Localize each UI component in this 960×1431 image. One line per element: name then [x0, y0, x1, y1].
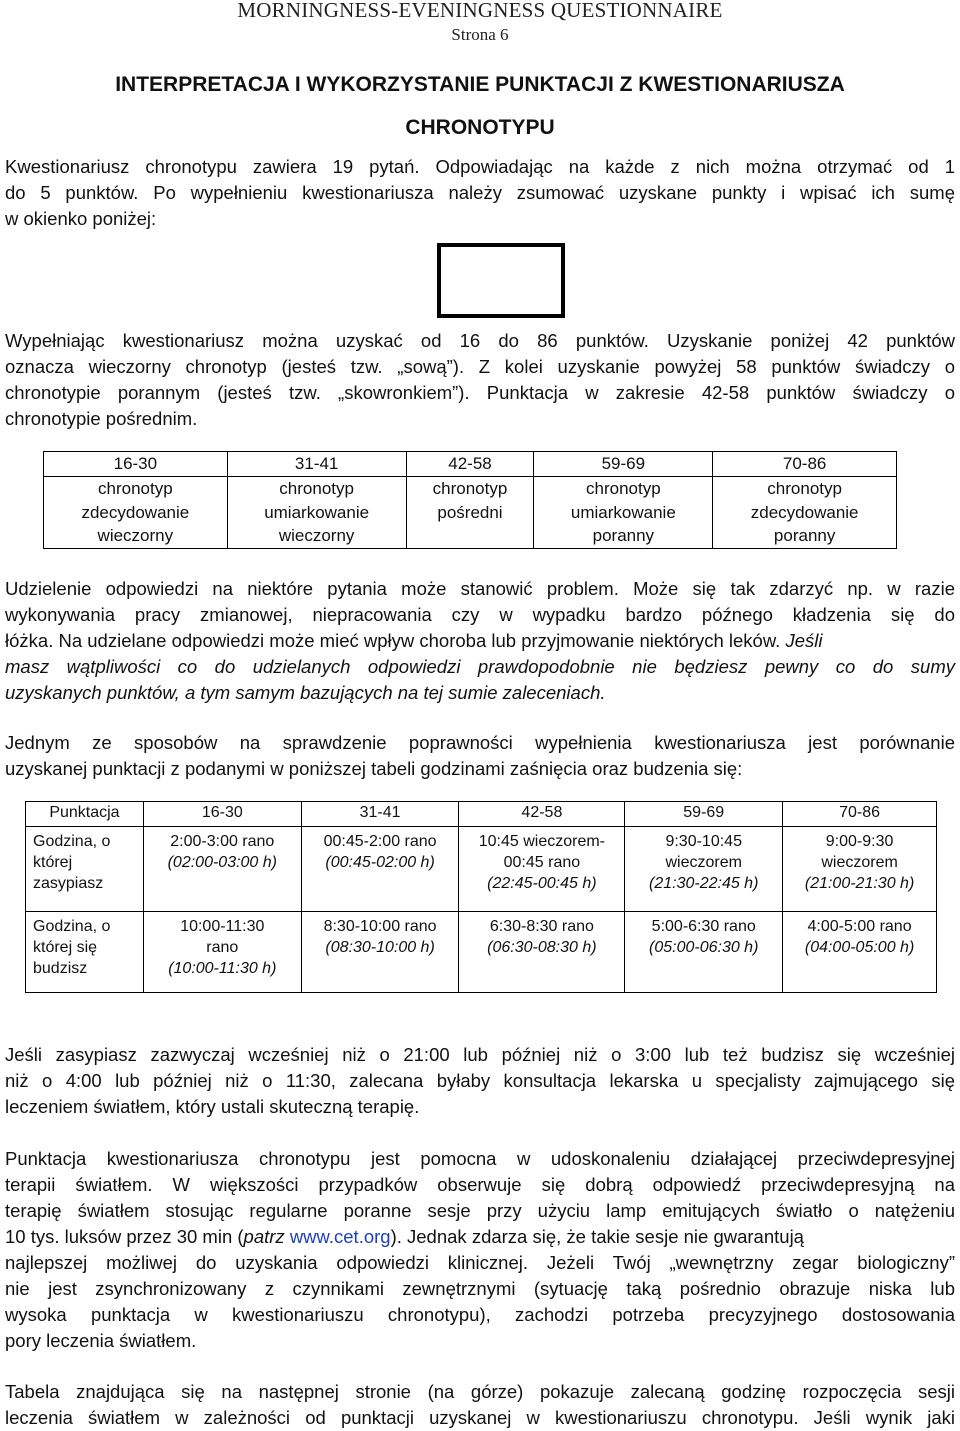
verification-paragraph — [5, 730, 955, 782]
header-title: MORNINGNESS-EVENINGNESS QUESTIONNAIRE — [237, 0, 723, 22]
label-line: zasypiasz — [33, 875, 104, 892]
type-cell — [534, 477, 713, 549]
label-line: budzisz — [33, 960, 88, 977]
time-24h: (08:30-10:00 h) — [325, 939, 435, 956]
chronotype-header-row — [44, 452, 897, 477]
range-cell: 16-30 — [44, 452, 228, 477]
type-cell — [406, 477, 534, 549]
therapy-line: najlepszej możliwej do uzyskania odpowiedzi klinicznej. Jeżeli Twój „wewnętrzny zegar biologiczny” — [5, 1252, 955, 1273]
problems-italic-line — [5, 680, 955, 706]
type-line: chronotyp — [432, 479, 508, 498]
time-line: 10:45 wieczorem- — [478, 833, 606, 850]
time-24h: (06:30-08:30 h) — [487, 939, 597, 956]
range-cell: 70-86 — [783, 802, 937, 827]
wake-row — [26, 912, 937, 993]
therapy-line: terapii światłem. W większości przypadków obserwuje się dobrą odpowiedź przeciwdepresyjną na — [5, 1174, 955, 1195]
label-line: której się — [33, 939, 98, 956]
wake-time-cell — [301, 912, 459, 993]
type-line: chronotyp — [586, 479, 661, 498]
time-line: 4:00-5:00 rano — [807, 918, 912, 935]
chronotype-table — [43, 451, 897, 549]
problems-italic-start: Jeśli — [785, 630, 823, 651]
time-24h: (22:45-00:45 h) — [487, 875, 597, 892]
type-line: zdecydowanie — [81, 502, 190, 522]
sleep-times-table — [25, 801, 937, 993]
intro-line: w okienko poniżej: — [5, 208, 157, 229]
next-page-line: Tabela znajdująca się na następnej stronie (na górze) pokazuje zalecaną godzinę rozpoczęcia sesji — [5, 1381, 955, 1402]
problems-italic-text: masz wątpliwości co do udzielanych odpowiedzi prawdopodobnie nie będziesz pewny co do sumy — [5, 656, 955, 677]
wake-time-cell — [783, 912, 937, 993]
therapy-line: terapię światłem stosując regularne poranne sesje przy użyciu lamp emitujących światło o natężeniu — [5, 1200, 955, 1221]
time-24h: (21:30-22:45 h) — [649, 875, 759, 892]
intro-line: Kwestionariusz chronotypu zawiera 19 pytań. Odpowiadając na każde z nich można otrzymać od 1 — [5, 156, 955, 177]
sleep-label — [26, 827, 144, 912]
time-24h: (00:45-02:00 h) — [325, 854, 435, 871]
time-24h: (05:00-06:30 h) — [649, 939, 759, 956]
next-page-line: leczenia światłem w zależności od punktacji uzyskanej w kwestionariuszu chronotypu. Jeśli wynik jaki — [5, 1407, 955, 1428]
section-subtitle: CHRONOTYPU — [405, 116, 555, 139]
therapy-line: pory leczenia światłem. — [5, 1330, 197, 1351]
time-24h: (10:00-11:30 h) — [168, 960, 277, 977]
next-page-paragraph — [5, 1379, 955, 1431]
time-line: 10:00-11:30 — [180, 918, 265, 935]
sleep-time-cell — [783, 827, 937, 912]
consultation-paragraph — [5, 1042, 955, 1120]
range-cell: 70-86 — [713, 452, 897, 477]
score-input-box[interactable] — [437, 243, 565, 318]
problems-line — [5, 628, 955, 654]
interpretation-line: Wypełniając kwestionariusz można uzyskać od 16 do 86 punktów. Uzyskanie poniżej 42 punktów — [5, 330, 955, 351]
therapy-line: wysoka punktacja w kwestionariuszu chronotypu), zachodzi potrzeba precyzyjnego dostosowania — [5, 1304, 955, 1325]
sleep-time-cell — [143, 827, 301, 912]
therapy-text: ). Jednak zdarza się, że takie sesje nie gwarantują — [390, 1226, 804, 1247]
wake-time-cell — [143, 912, 301, 993]
therapy-line: nie jest zsynchronizowany z czynnikami zewnętrznymi (sytuację taką pośrednio obrazuje niska lub — [5, 1278, 955, 1299]
time-line: 9:00-9:30 — [825, 833, 894, 850]
interpretation-line: chronotypie pośrednim. — [5, 408, 198, 429]
wake-time-cell — [625, 912, 783, 993]
wake-time-cell — [459, 912, 625, 993]
therapy-line: Punktacja kwestionariusza chronotypu jest pomocna w udoskonaleniu działającej przeciwdepresyjnej — [5, 1148, 955, 1169]
label-line: której — [33, 854, 73, 871]
sleep-time-cell — [301, 827, 459, 912]
type-cell — [713, 477, 897, 549]
therapy-line — [5, 1224, 955, 1250]
type-line: wieczorny — [278, 526, 355, 545]
chronotype-type-row — [44, 477, 897, 549]
type-line: umiarkowanie — [570, 502, 676, 522]
type-line: chronotyp — [767, 479, 842, 498]
time-line: 5:00-6:30 rano — [651, 918, 756, 935]
interpretation-line: chronotypie porannym (jesteś tzw. „skowronkiem”). Punktacja w zakresie 42-58 punktów świadczy o — [5, 382, 955, 403]
problems-line: wykonywania pracy zmianowej, niepracowania czy w wypadku bardzo późnego kładzenia się do — [5, 604, 955, 625]
type-line: wieczorny — [97, 526, 174, 545]
range-cell: 16-30 — [143, 802, 301, 827]
problems-paragraph — [5, 576, 955, 706]
intro-line: do 5 punktów. Po wypełnieniu kwestionariusza należy zsumować uzyskane punkty i wpisać ich sumę — [5, 182, 955, 203]
time-line: 2:00-3:00 rano — [170, 833, 275, 850]
type-line: chronotyp — [98, 479, 173, 498]
times-header-row — [26, 802, 937, 827]
label-line: Godzina, o — [33, 918, 111, 935]
time-24h: (04:00-05:00 h) — [804, 939, 915, 956]
intro-paragraph — [5, 154, 955, 232]
time-line: wieczorem — [821, 854, 898, 871]
range-cell: 59-69 — [534, 452, 713, 477]
time-24h: (21:00-21:30 h) — [804, 875, 915, 892]
range-cell: 31-41 — [227, 452, 406, 477]
therapy-text: 10 tys. luksów przez 30 min ( — [5, 1226, 244, 1247]
time-line: wieczorem — [665, 854, 742, 871]
label-line: Godzina, o — [33, 833, 111, 850]
time-line: 8:30-10:00 rano — [323, 918, 437, 935]
problems-italic-text: uzyskanych punktów, a tym samym bazujących na tej sumie zaleceniach. — [5, 682, 606, 703]
cet-link[interactable]: www.cet.org — [289, 1226, 391, 1247]
verification-line: Jednym ze sposobów na sprawdzenie poprawności wypełnienia kwestionariusza jest porównanie — [5, 732, 955, 753]
range-cell: 42-58 — [459, 802, 625, 827]
range-cell: 59-69 — [625, 802, 783, 827]
type-cell — [44, 477, 228, 549]
time-line: 00:45 rano — [503, 854, 581, 871]
consultation-line: leczeniem światłem, który ustali skuteczną terapię. — [5, 1096, 420, 1117]
time-line: 6:30-8:30 rano — [489, 918, 594, 935]
consultation-line: Jeśli zasypiasz zazwyczaj wcześniej niż o 21:00 lub później niż o 3:00 lub też budzisz się wcześniej — [5, 1044, 955, 1065]
therapy-italic: patrz — [243, 1226, 285, 1247]
type-line: poranny — [592, 526, 655, 545]
type-line: umiarkowanie — [264, 502, 370, 522]
problems-line: Udzielenie odpowiedzi na niektóre pytania może stanowić problem. Może się tak zdarzyć np. w razie — [5, 578, 955, 599]
section-title: INTERPRETACJA I WYKORZYSTANIE PUNKTACJI Z KWESTIONARIUSZA — [115, 73, 845, 96]
problems-italic-line — [5, 654, 955, 680]
punktacja-header: Punktacja — [26, 802, 144, 827]
type-line: chronotyp — [279, 479, 354, 498]
light-therapy-paragraph — [5, 1146, 955, 1354]
consultation-line: niż o 4:00 lub później niż o 11:30, zalecana byłaby konsultacja lekarska u specjalisty zajmującego się — [5, 1070, 955, 1091]
time-line: 9:30-10:45 — [665, 833, 742, 850]
sleep-row — [26, 827, 937, 912]
type-line: pośredni — [437, 502, 503, 522]
time-line: rano — [206, 939, 239, 956]
interpretation-paragraph — [5, 328, 955, 432]
range-cell: 42-58 — [406, 452, 534, 477]
sleep-time-cell — [459, 827, 625, 912]
range-cell: 31-41 — [301, 802, 459, 827]
type-line: poranny — [773, 526, 836, 545]
sleep-time-cell — [625, 827, 783, 912]
wake-label — [26, 912, 144, 993]
time-24h: (02:00-03:00 h) — [167, 854, 277, 871]
type-cell — [227, 477, 406, 549]
page-number: Strona 6 — [451, 25, 509, 44]
time-line: 00:45-2:00 rano — [323, 833, 437, 850]
verification-line: uzyskanej punktacji z podanymi w poniższej tabeli godzinami zaśnięcia oraz budzenia się: — [5, 758, 743, 779]
interpretation-line: oznacza wieczorny chronotyp (jesteś tzw. „sową”). Z kolei uzyskanie powyżej 58 punktów świadczy o — [5, 356, 955, 377]
problems-text: łóżka. Na udzielane odpowiedzi może mieć wpływ choroba lub przyjmowanie niektórych leków. — [5, 630, 781, 651]
type-line: zdecydowanie — [750, 502, 859, 522]
